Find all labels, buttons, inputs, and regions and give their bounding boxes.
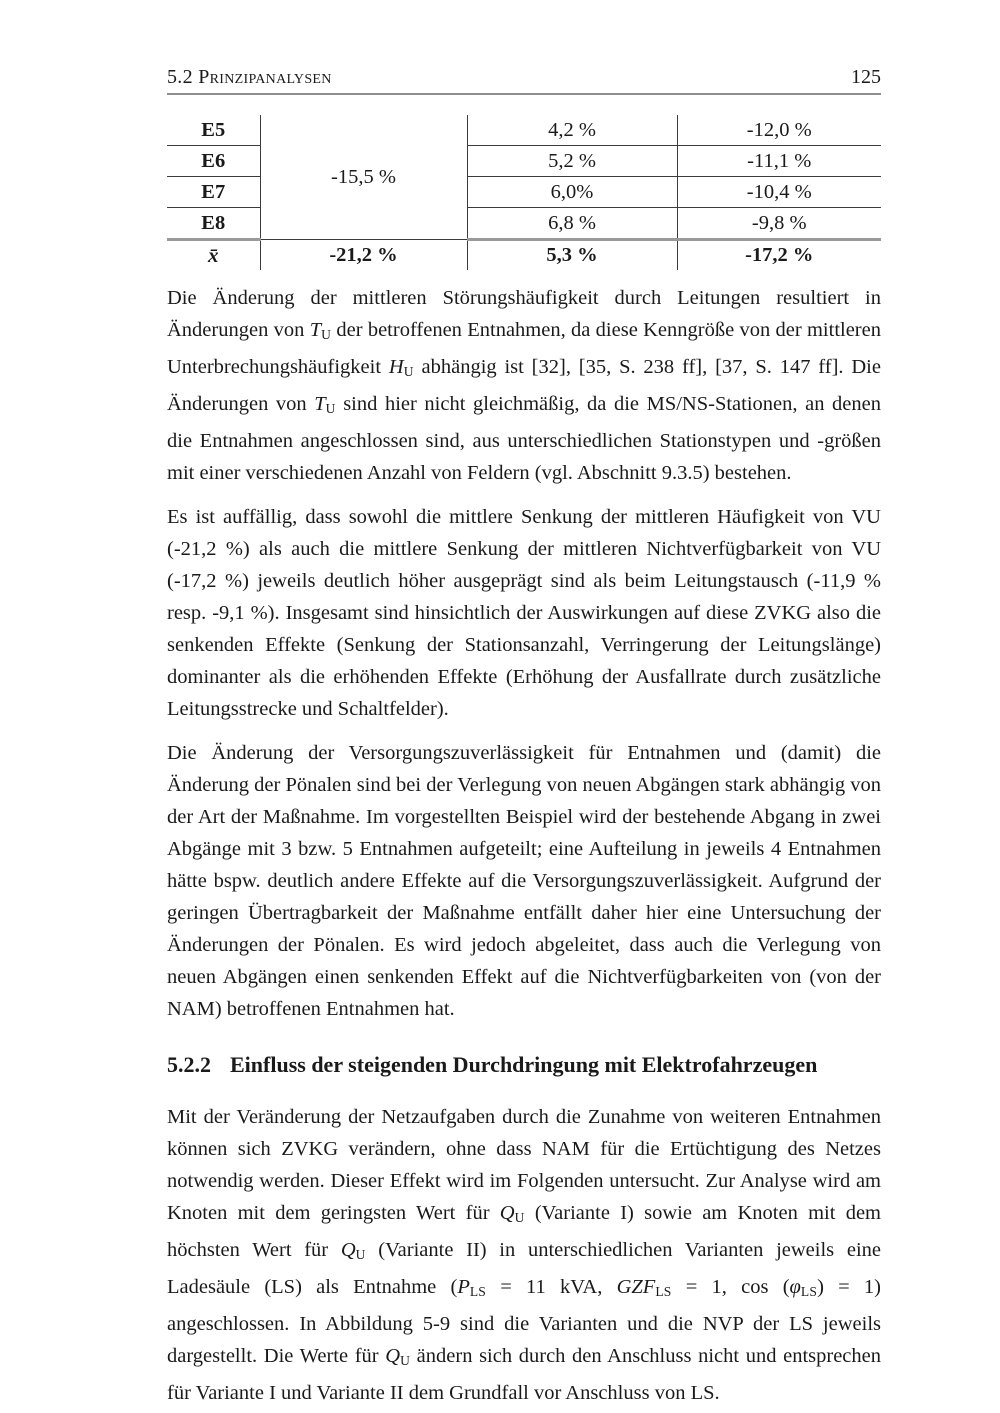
paragraph-elektrofahrzeuge: Mit der Veränderung der Netzaufgaben durch die Zunahme von weiteren Entnahmen können sich ZVKG verändern, ohne dass NAM für die Ertüchtigung des Netzes notwendig werden. Dieser Effekt wird im Folgenden untersucht. Zur Analyse wird am Knoten mit dem geringsten Wert für QU (Variante I) sowie am Knoten mit dem höchsten Wert für QU (Variante II) in unterschiedlichen Varianten jeweils eine Ladesäule (LS) als Entnahme (PLS = 11 kVA, GZFLS = 1, cos (φLS) = 1) angeschlossen. In Abbildung 5-9 sind die Varianten und die NVP der LS jeweils dargestellt. Die Werte für QU ändern sich durch den Anschluss nicht und entsprechen für Variante I und Variante II dem Grundfall vor Anschluss von LS. [167,1105,881,1404]
value-cell: 6,8 % [467,208,677,240]
mean-row-label: x̄ [167,240,260,271]
value-cell: -9,8 % [677,208,881,240]
row-label: E7 [167,177,260,208]
value-cell: 5,2 % [467,146,677,177]
paragraph-versorgungszuverlaessigkeit: Die Änderung der Versorgungszuverlässigkeit für Entnahmen und (damit) die Änderung der Pönalen sind bei der Verlegung von neuen Abgängen stark abhängig von der Art der Maßnahme. Im vorgestellten Beispiel wird der bestehende Abgang in zwei Abgänge mit 3 bzw. 5 Entnahmen aufgeteilt; eine Aufteilung in jeweils 4 Entnahmen hätte bspw. deutlich andere Effekte auf die Versorgungszuverlässigkeit. Aufgrund der geringen Übertragbarkeit der Maßnahme entfällt daher hier eine Untersuchung der Änderungen der Pönalen. Es wird jedoch abgeleitet, dass auch die Verlegung von neuen Abgängen einen senkenden Effekt auf die Nichtverfügbarkeiten von (von der NAM) betroffenen Entnahmen hat. [167,741,881,1020]
table-row [167,115,881,146]
row-label: E5 [167,115,260,146]
value-cell: 6,0% [467,177,677,208]
running-header-page-number: 125 [851,66,881,88]
running-header-section-title: 5.2 Prinzipanalysen [167,66,332,88]
results-table-continuation [167,115,881,270]
row-label: E8 [167,208,260,240]
section-heading [167,1051,881,1079]
table-mean-row [167,240,881,271]
mean-value-cell: 5,3 % [467,240,677,271]
section-number: 5.2.2 [167,1051,211,1077]
paragraph-stoerungshaeufigkeit: Die Änderung der mittleren Störungshäufigkeit durch Leitungen resultiert in Änderungen von TU der betroffenen Entnahmen, da diese Kenngröße von der mittleren Unterbrechungshäufigkeit HU abhängig ist [32], [35, S. 238 ff], [37, S. 147 ff]. Die Änderungen von TU sind hier nicht gleichmäßig, da die MS/NS-Stationen, an denen die Entnahmen angeschlossen sind, aus unterschiedlichen Stationstypen und -größen mit einer verschiedenen Anzahl von Feldern (vgl. Abschnitt 9.3.5) bestehen. [167,287,881,484]
value-cell: 4,2 % [467,115,677,146]
value-cell: -12,0 % [677,115,881,146]
running-header [167,66,881,88]
section-title: Einfluss der steigenden Durchdringung mit Elektrofahrzeugen [230,1051,818,1077]
merged-value-cell: -15,5 % [260,115,467,240]
row-label: E6 [167,146,260,177]
value-cell: -11,1 % [677,146,881,177]
header-rule [167,93,881,95]
paragraph-auffaellig: Es ist auffällig, dass sowohl die mittlere Senkung der mittleren Häufigkeit von VU (-21,2 %) als auch die mittlere Senkung der mittleren Nichtverfügbarkeit von VU (-17,2 %) jeweils deutlich höher ausgeprägt sind als beim Leitungstausch (-11,9 % resp. -9,1 %). Insgesamt sind hinsichtlich der Auswirkungen auf diese ZVKG also die senkenden Effekte (Senkung der Stationsanzahl, Verringerung der Leitungslänge) dominanter als die erhöhenden Effekte (Erhöhung der Ausfallrate durch zusätzliche Leitungsstrecke und Schaltfelder). [167,505,881,720]
mean-value-cell: -17,2 % [745,244,814,266]
value-cell: -10,4 % [677,177,881,208]
mean-value-cell: -21,2 % [260,240,467,271]
